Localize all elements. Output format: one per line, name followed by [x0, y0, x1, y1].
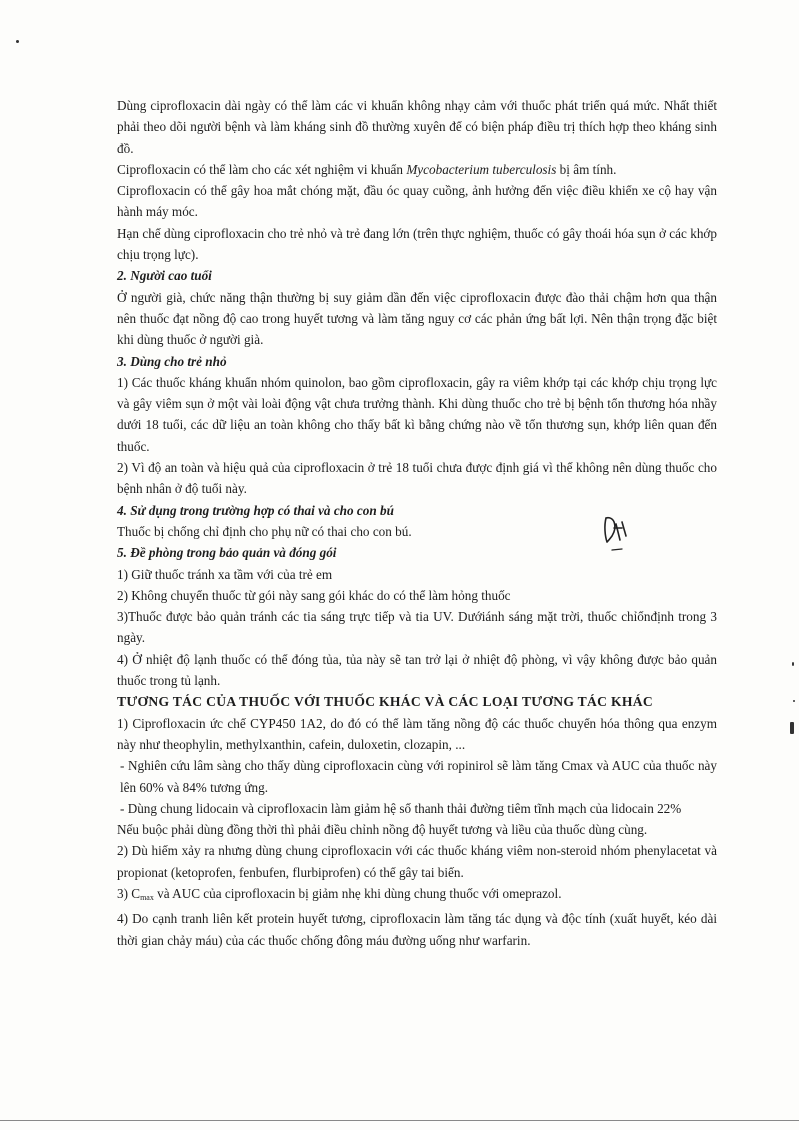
heading-elderly: 2. Người cao tuổi — [117, 268, 212, 284]
heading-storage: 5. Đề phòng trong bảo quản và đóng gói — [117, 545, 337, 561]
paragraph-storage-4: 4) Ở nhiệt độ lạnh thuốc có thể đóng tủa, tủa này sẽ tan trở lại ở nhiệt độ phòng, vì vậy không được bảo quản thuốc trong tủ lạnh. — [117, 651, 717, 689]
paragraph-elderly: Ở người già, chức năng thận thường bị suy giảm dần đến việc ciprofloxacin được đào thải chậm hơn qua thận nên thuốc đạt nồng độ cao trong huyết tương và làm tăng nguy cơ các phản ứng bất lợi. Nên thận trọng đặc biệt khi dùng thuốc ở người già. — [117, 289, 717, 348]
paragraph-interaction-1: 1) Ciprofloxacin ức chế CYP450 1A2, do đó có thể làm tăng nồng độ các thuốc chuyển hóa thông qua enzym này như theophylin, methylxanthin, cafein, duloxetin, clozapin, ... — [117, 715, 717, 752]
paragraph-interaction-4: 4) Do cạnh tranh liên kết protein huyết tương, ciprofloxacin làm tăng tác dụng và độc tính (xuất huyết, kéo dài thời gian chảy máu) của các thuốc chống đông máu đường uống như warfarin. — [117, 911, 717, 948]
heading-children: 3. Dùng cho trẻ nhỏ — [117, 353, 227, 369]
paragraph-storage-2: 2) Không chuyển thuốc từ gói này sang gói khác do có thể làm hỏng thuốc — [117, 587, 511, 603]
paragraph-pregnancy: Thuốc bị chống chỉ định cho phụ nữ có thai cho con bú. — [117, 523, 412, 539]
paragraph-storage-3: 3)Thuốc được bảo quản tránh các tia sáng trực tiếp và tia UV. Dướiánh sáng mặt trời, thuốc chỉổnđịnh trong 3 ngày. — [117, 609, 717, 646]
paragraph-children-2: 2) Vì độ an toàn và hiệu quả của ciprofloxacin ở trẻ 18 tuổi chưa được định giá vì thế không nên dùng thuốc cho bệnh nhân ở độ tuổi này. — [117, 460, 717, 497]
paragraph-2-tail: bị âm tính. — [556, 161, 617, 177]
scan-speck — [16, 40, 19, 43]
signature-icon — [600, 512, 630, 552]
paragraph-interaction-1b: - Dùng chung lidocain và ciprofloxacin làm giảm hệ số thanh thải đường tiêm tĩnh mạch của lidocain 22% — [120, 800, 682, 816]
heading-pregnancy: 4. Sử dụng trong trường hợp có thai và cho con bú — [117, 502, 394, 518]
paragraph-2-text: Ciprofloxacin có thể làm cho các xét nghiệm vi khuẩn — [117, 161, 407, 177]
paragraph-interaction-3 — [117, 883, 717, 908]
species-name: Mycobacterium tuberculosis — [406, 161, 557, 177]
section-title-interactions: TƯƠNG TÁC CỦA THUỐC VỚI THUỐC KHÁC VÀ CÁC LOẠI TƯƠNG TÁC KHÁC — [117, 694, 653, 710]
paragraph-interaction-2: 2) Dù hiếm xảy ra nhưng dùng chung ciprofloxacin với các thuốc kháng viêm non-steroid nhóm phenylacetat và propionat (ketoprofen, fenbufen, flurbiprofen) có thể gây tai biến. — [117, 843, 717, 880]
paragraph-interaction-1a: - Nghiên cứu lâm sàng cho thấy dùng ciprofloxacin cùng với ropinirol sẽ làm tăng Cmax và AUC của thuốc này lên 60% và 84% tương ứng. — [120, 758, 717, 795]
paragraph-2 — [117, 159, 717, 180]
page-edge-line — [0, 1120, 799, 1121]
paragraph-interaction-note: Nếu buộc phải dùng đồng thời thì phải điều chỉnh nồng độ huyết tương và liều của thuốc dùng cùng. — [117, 822, 648, 838]
paragraph-3: Ciprofloxacin có thể gây hoa mắt chóng mặt, đầu óc quay cuồng, ảnh hưởng đến việc điều khiển xe cộ hay vận hành máy móc. — [117, 183, 717, 220]
cmax-prefix: 3) C — [117, 885, 141, 901]
scan-speck — [793, 700, 795, 702]
paragraph-4: Hạn chế dùng ciprofloxacin cho trẻ nhỏ và trẻ đang lớn (trên thực nghiệm, thuốc có gây thoái hóa sụn ở các khớp chịu trọng lực). — [117, 225, 717, 263]
paragraph-storage-1: 1) Giữ thuốc tránh xa tầm với của trẻ em — [117, 566, 333, 582]
scan-speck — [792, 662, 794, 666]
paragraph-interaction-3-tail: và AUC của ciprofloxacin bị giảm nhẹ khi dùng chung thuốc với omeprazol. — [153, 885, 562, 901]
cmax-subscript: max — [140, 892, 154, 902]
paragraph-children-1: 1) Các thuốc kháng khuẩn nhóm quinolon, bao gồm ciprofloxacin, gây ra viêm khớp tại các khớp chịu trọng lực và gây viêm sụn ở một vài loài động vật chưa trưởng thành. Khi dùng thuốc cho trẻ bị bệnh tổn thương hóa nhầy dưới 18 tuổi, các dữ liệu an toàn không cho thấy bất kì bằng chứng nào về tổn thương sụn, khớp liên quan đến thuốc. — [117, 374, 717, 454]
paragraph-1: Dùng ciprofloxacin dài ngày có thể làm các vi khuẩn không nhạy cảm với thuốc phát triển quá mức. Nhất thiết phải theo dõi người bệnh và làm kháng sinh đồ thường xuyên để có biện pháp điều trị thích hợp theo kháng sinh đồ. — [117, 98, 717, 156]
scan-speck — [790, 722, 794, 734]
handwritten-initials — [600, 512, 630, 552]
